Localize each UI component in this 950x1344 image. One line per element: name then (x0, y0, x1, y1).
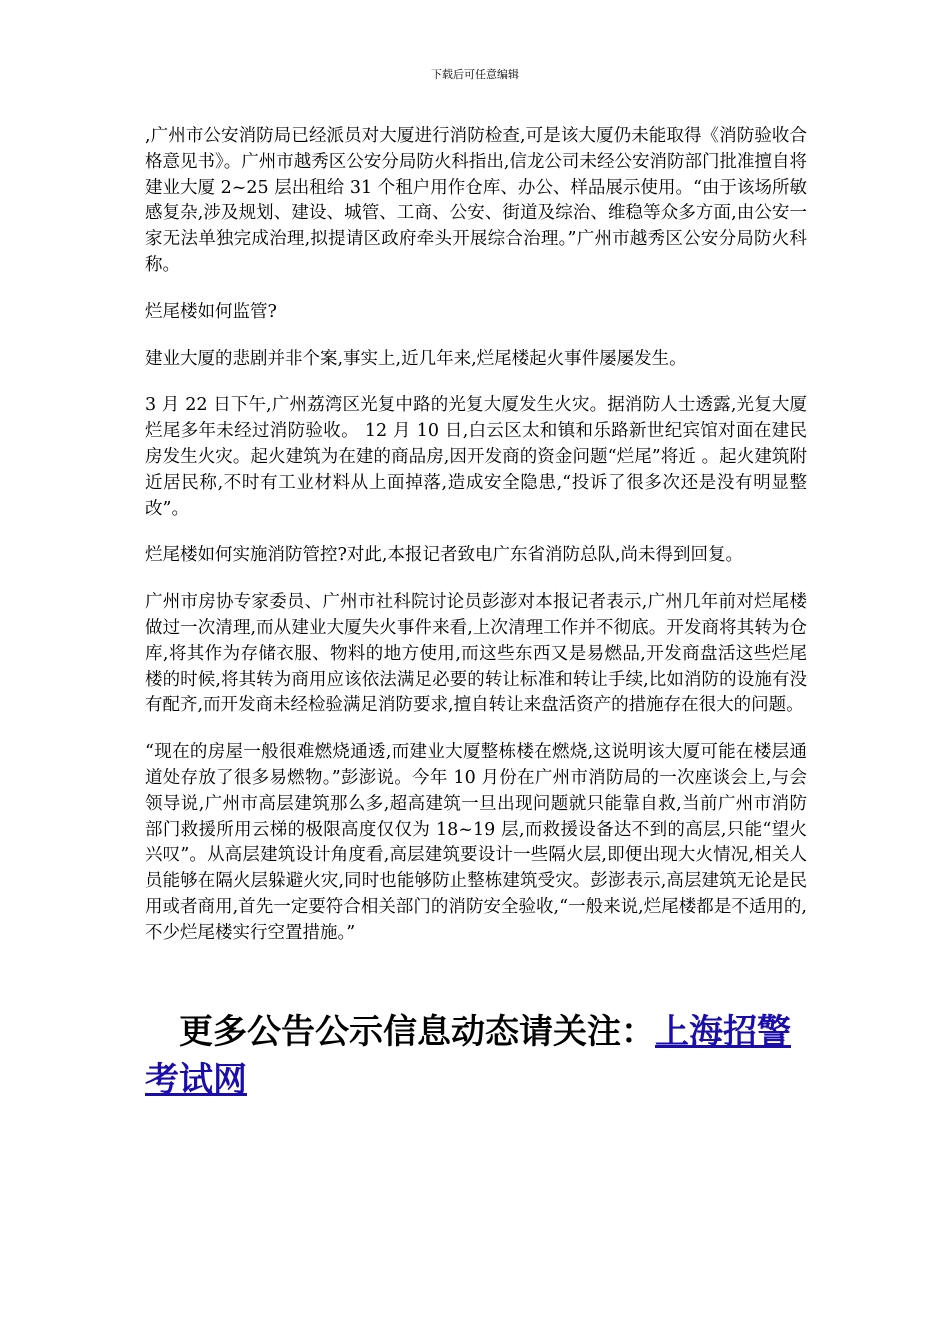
article-paragraph: ,广州市公安消防局已经派员对大厦进行消防检查,可是该大厦仍未能取得《消防验收合格意见书》。广州市越秀区公安分局防火科指出,信龙公司未经公安消防部门批准擅自将建业大厦 2~25 层出租给 31 个租户用作仓库、办公、样品展示使用。“由于该场所敏感复杂,涉及规划、建设、城管、工商、公安、街道及综治、维稳等众多方面,由公安一家无法单独完成治理,拟提请区政府牵头开展综合治理。”广州市越秀区公安分局防火科称。 (145, 126, 807, 275)
article-paragraph: 广州市房协专家委员、广州市社科院讨论员彭澎对本报记者表示,广州几年前对烂尾楼做过一次清理,而从建业大厦失火事件来看,上次清理工作并不彻底。开发商将其转为仓库,将其作为存储衣服、物料的地方使用,而这些东西又是易燃品,开发商盘活这些烂尾楼的时候,将其转为商用应该依法满足必要的转让标准和转让手续,比如消防的设施有没有配齐,而开发商未经检验满足消防要求,擅自转让来盘活资产的措施存在很大的问题。 (145, 592, 807, 716)
footer-call-to-action (145, 1008, 813, 1104)
footer-prefix: 更多公告公示信息动态请关注： (179, 1012, 655, 1052)
article-paragraph: 3 月 22 日下午,广州荔湾区光复中路的光复大厦发生火灾。据消防人士透露,光复大厦烂尾多年未经过消防验收。 12 月 10 日,白云区太和镇和乐路新世纪宾馆对面在建民房发生火灾。起火建筑为在建的商品房,因开发商的资金问题“烂尾”将近 。起火建筑附近居民称,不时有工业材料从上面掉落,造成安全隐患,“投诉了很多次还是没有明显整改”。 (145, 395, 807, 519)
article-paragraph: 建业大厦的悲剧并非个案,事实上,近几年来,烂尾楼起火事件屡屡发生。 (145, 348, 687, 369)
article-paragraph: “现在的房屋一般很难燃烧通透,而建业大厦整栋楼在燃烧,这说明该大厦可能在楼层通道处存放了很多易燃物。”彭澎说。今年 10 月份在广州市消防局的一次座谈会上,与会领导说,广州市高层建筑那么多,超高建筑一旦出现问题就只能靠自救,当前广州市消防部门救援所用云梯的极限高度仅仅为 18~19 层,而救援设备达不到的高层,只能“望火兴叹”。从高层建筑设计角度看,高层建筑要设计一些隔火层,即便出现大火情况,相关人员能够在隔火层躲避火灾,同时也能够防止整栋建筑受灾。彭澎表示,高层建筑无论是民用或者商用,首先一定要符合相关部门的消防安全验收,“一般来说,烂尾楼都是不适用的,不少烂尾楼实行空置措施。” (145, 742, 807, 943)
article-paragraph: 烂尾楼如何实施消防管控?对此,本报记者致电广东省消防总队,尚未得到回复。 (145, 545, 744, 566)
article-body (145, 124, 807, 968)
section-question: 烂尾楼如何监管? (145, 301, 277, 322)
page-header-note: 下载后可任意编辑 (431, 68, 519, 81)
footer-link[interactable]: 上海招警考试网 (145, 1012, 791, 1100)
